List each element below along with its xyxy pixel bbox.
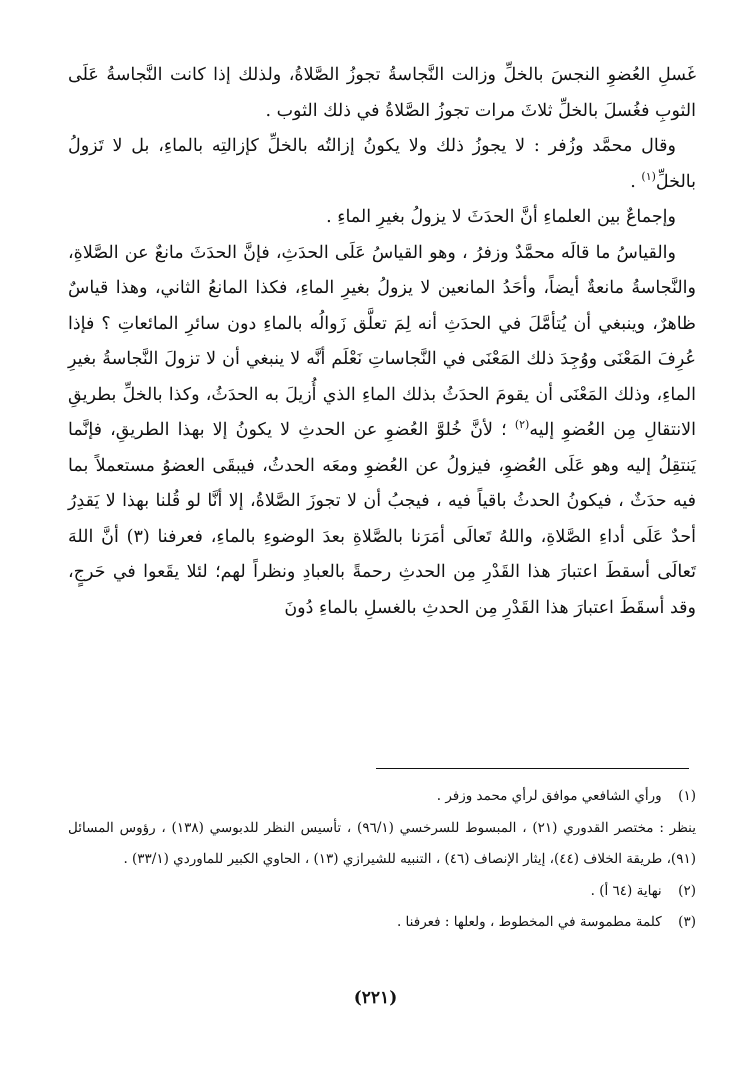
footnote-text: نهاية (٦٤ أ) . <box>590 882 662 899</box>
main-text <box>68 58 696 626</box>
paragraph-text-tail: ؛ لأنَّ خُلوَّ العُضوِ عن الحدثِ لا يكونُ إلا بهذا الطريقِ، فإنَّما يَنتقِلُ إليه وهو عَلَى العُضوِ، فيزولُ عن العُضوِ ومعَه الحدثُ، فيبقَى العضوُ مستعملاً بما فيه حدَثٌ ، فيكونُ الحدثُ باقياً فيه ، فيجبُ أن لا تجوزَ الصَّلاةُ، إلا أنَّا لو قُلنا بهذا لا يَقدِرُ أحدٌ عَلَى أداءِ الصَّلاةِ، واللهُ تَعالَى أمَرَنا بالصَّلاةِ بعدَ الوضوءِ بالماءِ، فعرفنا <box>68 420 696 547</box>
footnote-3 <box>68 907 696 939</box>
paragraph-1 <box>68 58 696 129</box>
footnote-1 <box>68 781 696 813</box>
footnote-mark-2: (٢) <box>514 418 530 432</box>
paragraph-text: وإجماعٌ بين العلماءِ أنَّ الحدَثَ لا يزولُ بغيرِ الماءِ . <box>326 207 676 227</box>
paragraph-text: والقياسُ ما قالَه محمَّدٌ وزفرُ ، وهو القياسُ عَلَى الحدَثِ، فإنَّ الحدَثَ مانعٌ عن الصَّلاةِ، والنَّجاسةُ مانعةٌ أيضاً، وأحَدُ المانعين لا يزولُ بغيرِ الماءِ، فكذا المانعُ الثاني، وهذا قياسٌ ظاهرٌ، وينبغي أن يُتأمَّلَ في الحدَثِ أنه لِمَ تعلَّق زَوالُه بالماءِ دون سائرِ المائعاتِ ؟ فإذا عُرِفَ المَعْنَى ووُجِدَ ذلك المَعْنَى في النَّجاساتِ نَعْلَم أنَّه لا ينبغي أن لا تزولَ النَّجاسةُ بغيرِ الماءِ، وذلك المَعْنَى أن يقومَ الحدَثُ بذلك الماءِ الذي أُزيلَ به الحدَثُ، وكذا بالخلِّ بطريقِ الانتقالِ مِن العُضوِ إليه <box>68 242 696 440</box>
footnote-text: كلمة مطموسة في المخطوط ، ولعلها : فعرفنا . <box>396 914 662 930</box>
paragraph-2 <box>68 129 696 200</box>
footnote-text: ينظر : مختصر القدوري (٢١) ، المبسوط للسرخسي (٩٦/١) ، تأسيس النظر للدبوسي (١٣٨) ، رؤوس المسائل (٩١)، طريقة الخلاف (٤٤)، إيثار الإنصاف (٤٦) ، التنبيه للشيرازي (١٣) ، الحاوي الكبير للماوردي (٣٣/١) . <box>68 819 697 867</box>
footnote-divider <box>376 768 689 769</box>
paragraph-text: غَسلِ العُضوِ النجسَ بالخلِّ وزالت النَّجاسةُ تجوزُ الصَّلاةُ، ولذلك إذا كانت النَّجاسةُ عَلَى الثوبِ فغُسلَ بالخلِّ ثلاثَ مرات تجوزُ الصَّلاةُ في ذلك الثوب . <box>68 65 696 121</box>
footnote-text: ورأي الشافعي موافق لرأي محمد وزفر . <box>436 788 662 804</box>
page-number: (٢٢١) <box>353 988 398 1008</box>
footnote-number: (٢) <box>678 882 696 899</box>
paragraph-3 <box>68 200 696 236</box>
footnote-mark-1: (١) <box>641 169 656 183</box>
paragraph-text-tail: . <box>630 171 642 192</box>
paragraph-4 <box>68 236 696 627</box>
footnotes <box>68 781 696 939</box>
footnote-2 <box>68 876 696 908</box>
paragraph-text-continued: (٣) أنَّ اللهَ تَعالَى أسقطَ اعتبارَ هذا القَدْرِ مِن الحدثِ رحمةً بالعبادِ ونظراً لهم؛ لئلا يقَعوا في حَرجٍ، وقد أسقَطَ اعتبارَ هذا القَدْرِ مِن الحدثِ بالغسلِ بالماءِ دُونَ <box>68 526 696 618</box>
footnote-1-references <box>68 813 696 876</box>
footnote-number: (٣) <box>678 914 696 930</box>
footnote-number: (١) <box>678 788 696 804</box>
paragraph-text: وقال محمَّد وزُفر : لا يجوزُ ذلك ولا يكونُ إزالتُه بالخلِّ كإزالتِه بالماءِ، بل لا تَزولُ بالخلِّ <box>68 136 696 192</box>
